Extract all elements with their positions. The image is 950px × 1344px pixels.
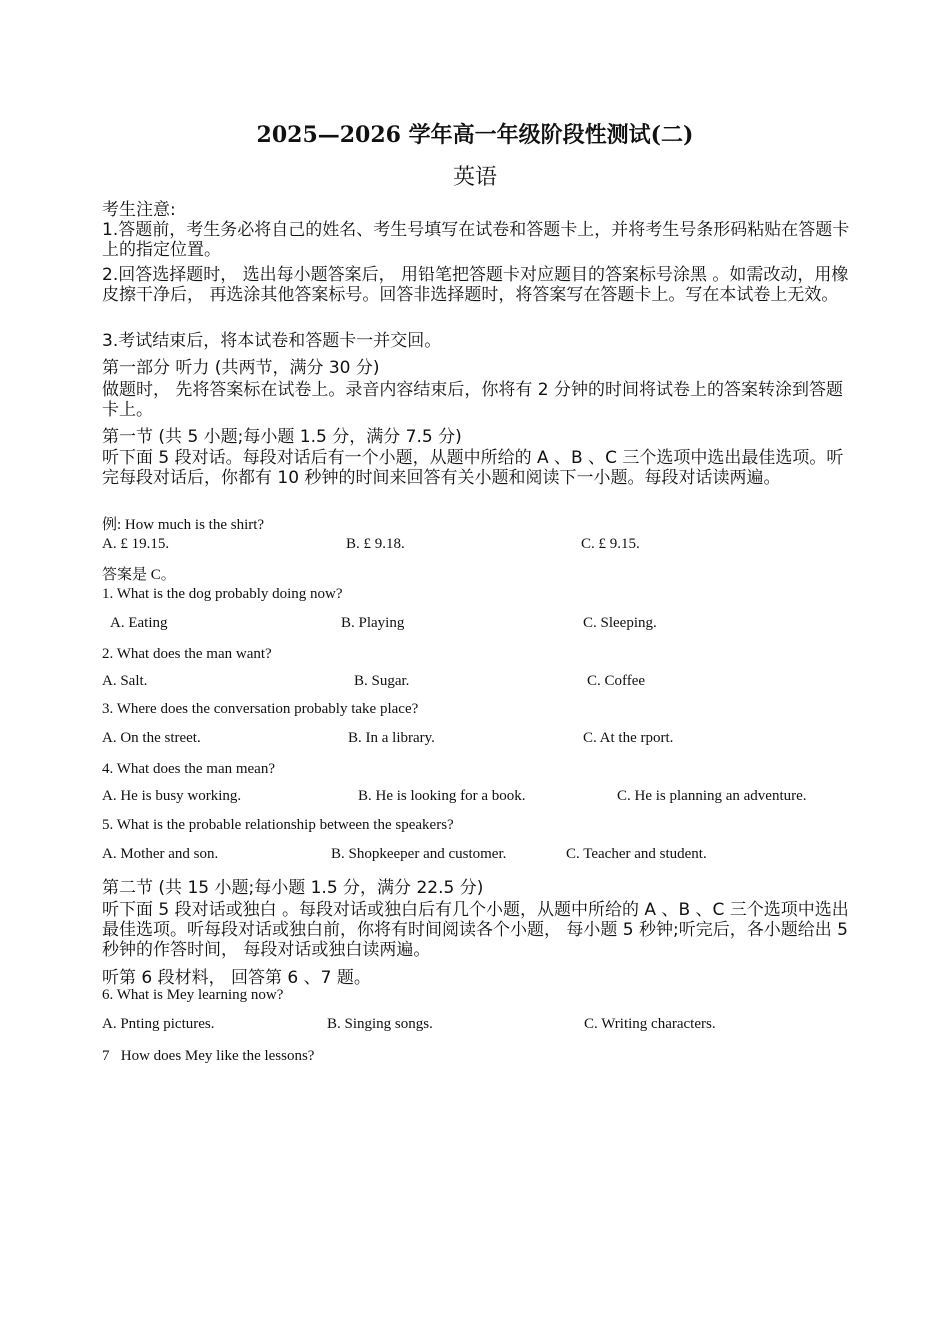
question-6: 6. What is Mey learning now? (102, 987, 284, 1003)
q1-option-c: C. Sleeping. (583, 615, 657, 631)
question-1: 1. What is the dog probably doing now? (102, 586, 343, 602)
example-option-b: B. £ 9.18. (346, 536, 405, 552)
q4-option-c: C. He is planning an adventure. (617, 788, 807, 804)
q5-option-c: C. Teacher and student. (566, 846, 707, 862)
q6-option-c: C. Writing characters. (584, 1016, 716, 1032)
example-option-a: A. £ 19.15. (102, 536, 170, 552)
q3-option-a: A. On the street. (102, 730, 201, 746)
q6-option-b: B. Singing songs. (327, 1016, 433, 1032)
q5-option-a: A. Mother and son. (102, 846, 219, 862)
example-option-c: C. £ 9.15. (581, 536, 640, 552)
question-2: 2. What does the man want? (102, 646, 272, 662)
notice-item-2: 2.回答选择题时， 选出每小题答案后， 用铅笔把答题卡对应题目的答案标号涂黑 。如需改动，用橡皮擦干净后， 再选涂其他答案标号。回答非选择题时，将答案写在答题卡上。写在本试卷上无效。 (102, 265, 849, 305)
section2-heading: 第二节 (共 15 小题;每小题 1.5 分，满分 22.5 分) (102, 878, 484, 898)
q6-option-a: A. Pnting pictures. (102, 1016, 215, 1032)
notice-heading: 考生注意: (102, 200, 176, 220)
q1-option-a: A. Eating (110, 615, 168, 631)
q2-option-c: C. Coffee (587, 673, 646, 689)
question-7: 7 How does Mey like the lessons? (102, 1048, 315, 1064)
question-5: 5. What is the probable relationship between the speakers? (102, 817, 454, 833)
q4-option-a: A. He is busy working. (102, 788, 242, 804)
section1-instructions: 听下面 5 段对话。每段对话后有一个小题，从题中所给的 A 、B 、C 三个选项中选出最佳选项。听完每段对话后，你都有 10 秒钟的时间来回答有关小题和阅读下一小题。每段对话读两遍。 (102, 448, 844, 488)
question-3: 3. Where does the conversation probably take place? (102, 701, 419, 717)
question-4: 4. What does the man mean? (102, 761, 275, 777)
notice-item-1: 1.答题前，考生务必将自己的姓名、考生号填写在试卷和答题卡上，并将考生号条形码粘贴在答题卡上的指定位置。 (102, 220, 850, 260)
part1-intro: 做题时， 先将答案标在试卷上。录音内容结束后，你将有 2 分钟的时间将试卷上的答案转涂到答题卡上。 (102, 380, 844, 420)
q4-option-b: B. He is looking for a book. (358, 788, 526, 804)
subject-title: 英语 (452, 165, 497, 190)
example-answer: 答案是 C。 (102, 567, 176, 583)
q5-option-b: B. Shopkeeper and customer. (331, 846, 507, 862)
part1-heading: 第一部分 听力 (共两节，满分 30 分) (102, 358, 380, 378)
q3-option-b: B. In a library. (348, 730, 435, 746)
q3-option-c: C. At the rport. (583, 730, 674, 746)
q1-option-b: B. Playing (341, 615, 405, 631)
notice-item-3: 3.考试结束后，将本试卷和答题卡一并交回。 (102, 331, 442, 351)
section1-heading: 第一节 (共 5 小题;每小题 1.5 分，满分 7.5 分) (102, 427, 462, 447)
example-question: 例: How much is the shirt? (102, 517, 265, 533)
section2-instructions: 听下面 5 段对话或独白 。每段对话或独白后有几个小题，从题中所给的 A 、B 、C 三个选项中选出最佳选项。听每段对话或独白前，你将有时间阅读各个小题， 每小题 5 秒钟;听完后，各小题给出 5 秒钟的作答时间， 每段对话或独白读两遍。 (102, 900, 849, 960)
material-6-intro: 听第 6 段材料， 回答第 6 、7 题。 (102, 968, 371, 988)
q2-option-b: B. Sugar. (354, 673, 410, 689)
page-title: 2025—2026 学年高一年级阶段性测试(二) (256, 122, 694, 148)
q2-option-a: A. Salt. (102, 673, 148, 689)
